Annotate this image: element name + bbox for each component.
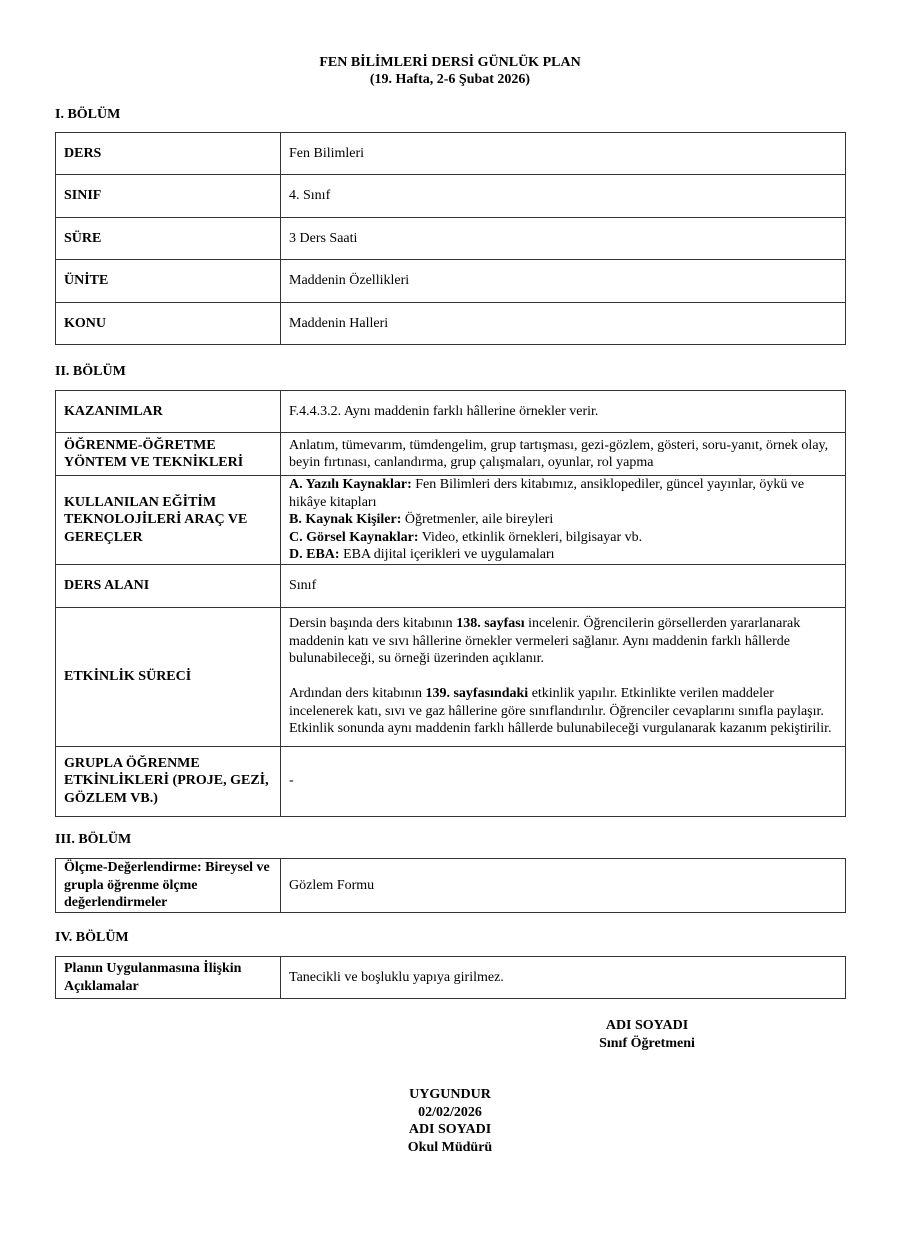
row-label: KONU (56, 303, 281, 345)
section-1-heading: I. BÖLÜM (55, 107, 121, 122)
title-week: (19. Hafta, 2-6 Şubat 2026) (369, 72, 531, 87)
section-1-table (55, 132, 846, 345)
item-text: Öğretmenler, aile bireyleri (401, 512, 554, 527)
text: Ardından ders kitabının (289, 686, 426, 702)
table-row (56, 746, 846, 816)
principal-name: ADI SOYADI (408, 1122, 492, 1137)
etkinlik-paragraph-1 (289, 615, 837, 668)
grupla-label: GRUPLA ÖĞRENME ETKİNLİKLERİ (PROJE, GEZİ, GÖZLEM VB.) (56, 746, 281, 816)
ders-alani-label: DERS ALANI (56, 564, 281, 607)
araclar-item (289, 546, 837, 564)
section-2-table (55, 390, 846, 817)
section-4-heading: IV. BÖLÜM (55, 930, 129, 945)
item-text: Video, etkinlik örnekleri, bilgisayar vb. (418, 529, 643, 545)
etkinlik-label: ETKİNLİK SÜRECİ (56, 607, 281, 746)
approval-status: UYGUNDUR (409, 1087, 491, 1102)
olcme-value: Gözlem Formu (281, 859, 846, 913)
title-main: FEN BİLİMLERİ DERSİ GÜNLÜK PLAN (319, 55, 581, 70)
item-text: EBA dijital içerikleri ve uygulamaları (339, 547, 555, 562)
row-value: Maddenin Özellikleri (281, 260, 846, 303)
item-title: C. Görsel Kaynaklar: (289, 529, 419, 545)
table-row (56, 607, 846, 746)
teacher-role: Sınıf Öğretmeni (599, 1035, 695, 1051)
table-row (56, 175, 846, 218)
table-row (56, 859, 846, 913)
etkinlik-paragraph-2 (289, 685, 837, 738)
araclar-item (289, 511, 837, 529)
row-label: SÜRE (56, 218, 281, 260)
araclar-value (281, 476, 846, 565)
document-title (0, 54, 900, 88)
table-row (56, 391, 846, 433)
page-ref: 139. sayfasındaki (425, 686, 529, 702)
yontem-value: Anlatım, tümevarım, tümdengelim, grup tartışması, gezi-gözlem, gösteri, soru-yanıt, örnek olay, beyin fırtınası, canlandırma, grup çalışmaları, oyunlar, rol yapma (281, 433, 846, 476)
table-row (56, 133, 846, 175)
text: incelenir. Öğrencilerin görsellerden yararlanarak maddenin katı ve sıvı hâllerine örnekler vermeleri sağlanır. Aynı maddenin farklı hâllerde bulunabileceği, su örneği üzerinden açıklanır. (289, 616, 801, 667)
table-row (56, 260, 846, 303)
row-value: Maddenin Halleri (281, 303, 846, 345)
kazanimlar-label: KAZANIMLAR (56, 391, 281, 433)
text: etkinlik yapılır. Etkinlikte verilen maddeler incelenerek katı, sıvı ve gaz hâllerine göre sınıflandırılır. Öğrenciler cevaplarını sınıfla paylaşır. Etkinlik sonunda aynı maddenin farklı hâllerde bulunabileceği vurgulanarak kazanım pekiştirilir. (289, 686, 832, 737)
table-row (56, 957, 846, 999)
teacher-name: ADI SOYADI (605, 1018, 689, 1033)
section-2-heading: II. BÖLÜM (55, 364, 126, 379)
principal-role: Okul Müdürü (407, 1139, 493, 1155)
section-4-table (55, 956, 846, 999)
araclar-item (289, 476, 837, 511)
etkinlik-value (281, 607, 846, 746)
ders-alani-value: Sınıf (281, 564, 846, 607)
row-label: DERS (56, 133, 281, 175)
aciklama-label: Planın Uygulanmasına İlişkin Açıklamalar (56, 957, 281, 999)
table-row (56, 303, 846, 345)
row-value: 3 Ders Saati (281, 218, 846, 260)
row-value: Fen Bilimleri (281, 133, 846, 175)
grupla-value: - (281, 746, 846, 816)
item-title: B. Kaynak Kişiler: (289, 512, 402, 527)
item-title: A. Yazılı Kaynaklar: (289, 477, 412, 492)
table-row (56, 476, 846, 565)
table-row (56, 218, 846, 260)
araclar-label: KULLANILAN EĞİTİM TEKNOLOJİLERİ ARAÇ VE GEREÇLER (56, 476, 281, 565)
kazanimlar-value: F.4.4.3.2. Aynı maddenin farklı hâllerine örnekler verir. (281, 391, 846, 433)
row-value: 4. Sınıf (281, 175, 846, 218)
item-title: D. EBA: (289, 547, 340, 562)
section-3-heading: III. BÖLÜM (55, 832, 132, 847)
approval-date: 02/02/2026 (418, 1104, 482, 1120)
teacher-signature (547, 1017, 747, 1052)
yontem-label: ÖĞRENME-ÖĞRETME YÖNTEM VE TEKNİKLERİ (56, 433, 281, 476)
principal-approval (350, 1086, 550, 1156)
aciklama-value: Tanecikli ve boşluklu yapıya girilmez. (281, 957, 846, 999)
table-row (56, 564, 846, 607)
section-3-table (55, 858, 846, 913)
row-label: ÜNİTE (56, 260, 281, 303)
table-row (56, 433, 846, 476)
olcme-label: Ölçme-Değerlendirme: Bireysel ve grupla öğrenme ölçme değerlendirmeler (56, 859, 281, 913)
text: Dersin başında ders kitabının (289, 616, 457, 632)
page-ref: 138. sayfası (456, 616, 525, 632)
row-label: SINIF (56, 175, 281, 218)
item-text: Fen Bilimleri ders kitabımız, ansiklopediler, güncel yayınlar, öykü ve hikâye kitapları (289, 477, 805, 510)
araclar-item (289, 529, 837, 547)
